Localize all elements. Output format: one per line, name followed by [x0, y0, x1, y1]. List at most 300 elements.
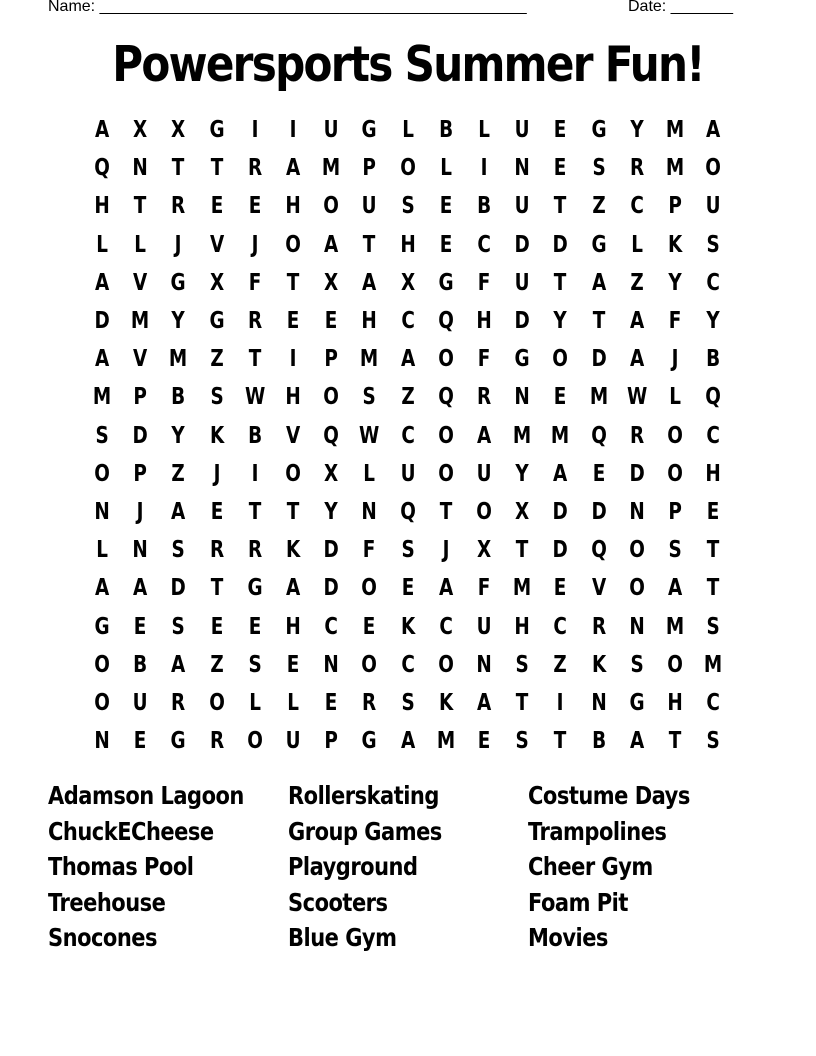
grid-letter: N [476, 651, 492, 678]
grid-letter: E [439, 231, 453, 258]
grid-letter: S [95, 422, 109, 449]
grid-letter: G [94, 613, 110, 640]
grid-letter: S [592, 155, 606, 182]
grid-letter: F [668, 308, 682, 334]
grid-letter: E [324, 690, 338, 716]
grid-letter: M [665, 613, 685, 640]
grid-letter: U [323, 117, 339, 143]
grid-letter: T [133, 193, 147, 220]
grid-letter: O [94, 460, 110, 487]
grid-letter: F [363, 537, 376, 564]
grid-row [83, 378, 733, 416]
grid-letter: R [247, 308, 262, 334]
grid-letter: A [667, 575, 683, 602]
grid-letter: O [552, 346, 569, 373]
grid-letter: I [251, 117, 259, 143]
grid-letter: L [134, 231, 147, 258]
grid-letter: O [629, 575, 645, 602]
grid-row [83, 417, 733, 455]
grid-letter: O [438, 651, 454, 678]
grid-letter: R [629, 155, 644, 182]
grid-letter: U [132, 690, 148, 716]
grid-letter: Q [438, 308, 454, 334]
grid-letter: E [554, 117, 567, 143]
grid-letter: T [172, 155, 185, 182]
grid-letter: A [94, 117, 110, 143]
grid-letter: U [400, 460, 416, 487]
grid-letter: W [359, 422, 380, 449]
grid-letter: S [706, 231, 720, 258]
grid-letter: J [213, 460, 221, 487]
grid-letter: N [629, 613, 645, 640]
grid-letter: M [589, 384, 608, 411]
grid-letter: P [362, 155, 377, 182]
grid-letter: U [362, 193, 377, 220]
date-label: Date: _______ [628, 0, 733, 15]
grid-letter: M [551, 422, 570, 449]
grid-letter: G [361, 117, 378, 143]
grid-letter: S [706, 728, 720, 755]
grid-letter: Z [592, 193, 606, 220]
grid-letter: Z [171, 460, 186, 487]
grid-letter: G [361, 728, 378, 755]
grid-letter: T [248, 499, 262, 525]
grid-letter: D [591, 499, 607, 525]
grid-letter: A [400, 346, 415, 373]
grid-letter: Y [171, 422, 186, 449]
word-list-item: Snocones [48, 923, 158, 953]
grid-letter: D [552, 537, 569, 564]
grid-letter: E [248, 193, 262, 220]
grid-letter: D [170, 575, 187, 602]
grid-letter: O [629, 537, 645, 564]
word-list-item: ChuckECheese [48, 816, 214, 846]
grid-letter: Z [401, 384, 415, 411]
grid-letter: A [591, 269, 606, 296]
grid-letter: C [324, 613, 339, 640]
grid-letter: O [323, 384, 340, 411]
grid-letter: U [705, 193, 721, 220]
grid-row [83, 493, 733, 531]
grid-row [83, 608, 733, 646]
grid-letter: V [591, 575, 606, 602]
grid-letter: B [591, 728, 606, 755]
grid-letter: A [285, 575, 301, 602]
grid-letter: Z [630, 269, 644, 296]
grid-letter: I [289, 346, 297, 373]
grid-letter: R [171, 690, 186, 716]
name-date-line [48, 0, 748, 20]
grid-letter: T [592, 308, 605, 334]
grid-letter: F [248, 269, 262, 296]
grid-letter: H [285, 193, 301, 220]
grid-letter: H [667, 690, 683, 716]
grid-letter: M [665, 117, 685, 143]
grid-letter: G [438, 269, 454, 296]
grid-letter: O [247, 728, 263, 755]
grid-letter: O [438, 460, 454, 487]
grid-letter: S [248, 651, 262, 678]
grid-row [83, 455, 733, 493]
grid-letter: C [439, 613, 453, 640]
grid-letter: H [94, 193, 110, 220]
grid-letter: Y [171, 308, 186, 334]
grid-letter: A [476, 690, 492, 716]
grid-letter: Y [706, 308, 720, 334]
grid-letter: T [515, 537, 529, 564]
grid-letter: N [514, 155, 530, 182]
grid-letter: D [552, 231, 569, 258]
word-search-grid [83, 111, 733, 761]
grid-letter: Q [323, 422, 340, 449]
grid-letter: L [287, 690, 299, 716]
grid-letter: B [438, 117, 453, 143]
grid-letter: G [247, 575, 263, 602]
grid-letter: R [247, 155, 262, 182]
grid-letter: A [400, 728, 415, 755]
grid-letter: A [324, 231, 339, 258]
grid-letter: H [361, 308, 378, 334]
grid-letter: F [477, 269, 491, 296]
grid-letter: H [285, 613, 301, 640]
grid-letter: L [96, 231, 108, 258]
grid-letter: J [175, 231, 182, 258]
grid-row [83, 302, 733, 340]
word-list-item: Movies [528, 923, 608, 953]
grid-letter: G [514, 346, 530, 373]
grid-letter: G [629, 690, 645, 716]
word-list-item: Group Games [288, 816, 442, 846]
grid-letter: D [591, 346, 607, 373]
grid-letter: S [630, 651, 644, 678]
grid-letter: N [361, 499, 378, 525]
grid-row [83, 264, 733, 302]
grid-letter: K [667, 231, 683, 258]
grid-letter: O [361, 575, 378, 602]
grid-letter: C [400, 422, 415, 449]
grid-letter: X [209, 269, 224, 296]
word-list-item: Scooters [288, 887, 388, 917]
grid-letter: B [171, 384, 186, 411]
grid-letter: A [476, 422, 492, 449]
grid-letter: O [667, 651, 683, 678]
grid-letter: R [209, 728, 224, 755]
grid-letter: J [671, 346, 679, 373]
grid-letter: K [285, 537, 301, 564]
grid-letter: A [629, 346, 645, 373]
grid-letter: O [476, 499, 492, 525]
grid-letter: E [477, 728, 491, 755]
grid-letter: E [133, 613, 147, 640]
grid-letter: E [133, 728, 147, 755]
grid-letter: A [706, 117, 721, 143]
grid-letter: G [591, 231, 607, 258]
grid-letter: S [362, 384, 377, 411]
grid-letter: C [400, 308, 415, 334]
grid-letter: A [629, 728, 645, 755]
grid-letter: X [324, 269, 339, 296]
grid-letter: D [552, 499, 569, 525]
grid-letter: S [401, 690, 415, 716]
grid-letter: U [285, 728, 301, 755]
word-list-item: Treehouse [48, 887, 166, 917]
grid-letter: C [553, 613, 568, 640]
grid-letter: U [514, 269, 530, 296]
grid-letter: Q [590, 422, 607, 449]
grid-letter: H [514, 613, 530, 640]
grid-letter: Y [668, 269, 682, 296]
grid-row [83, 340, 733, 378]
grid-letter: O [438, 422, 454, 449]
grid-letter: R [362, 690, 377, 716]
grid-row [83, 187, 733, 225]
grid-letter: A [133, 575, 148, 602]
grid-letter: V [285, 422, 301, 449]
grid-letter: I [289, 117, 297, 143]
word-list-item: Rollerskating [288, 781, 439, 810]
grid-letter: Y [553, 308, 568, 334]
grid-letter: V [133, 346, 148, 373]
grid-letter: N [514, 384, 530, 411]
grid-letter: T [363, 231, 376, 258]
grid-letter: E [286, 651, 300, 678]
grid-letter: E [554, 384, 567, 411]
grid-letter: P [324, 346, 339, 373]
grid-letter: O [323, 193, 340, 220]
grid-letter: P [133, 460, 148, 487]
grid-letter: E [592, 460, 605, 487]
grid-letter: X [171, 117, 186, 143]
grid-letter: A [171, 651, 186, 678]
grid-letter: Q [438, 384, 454, 411]
page-title: Powersports Summer Fun! [112, 36, 704, 93]
grid-letter: X [400, 269, 415, 296]
grid-letter: Q [94, 155, 110, 182]
grid-letter: A [171, 499, 186, 525]
grid-letter: U [514, 117, 530, 143]
grid-letter: K [400, 613, 415, 640]
word-list-item: Trampolines [528, 816, 667, 846]
grid-letter: O [667, 460, 683, 487]
grid-letter: A [553, 460, 568, 487]
grid-letter: R [591, 613, 606, 640]
grid-letter: K [438, 690, 454, 716]
grid-row [83, 646, 733, 684]
grid-letter: P [668, 193, 682, 220]
grid-letter: E [554, 155, 567, 182]
grid-letter: F [477, 346, 491, 373]
grid-letter: Q [590, 537, 607, 564]
word-list-item: Playground [288, 852, 418, 882]
grid-letter: V [133, 269, 148, 296]
grid-letter: H [285, 384, 301, 411]
grid-letter: L [440, 155, 452, 182]
grid-letter: H [399, 231, 416, 258]
grid-letter: O [705, 155, 722, 182]
grid-letter: N [94, 728, 110, 755]
grid-letter: E [401, 575, 414, 602]
grid-letter: A [285, 155, 301, 182]
grid-letter: S [515, 651, 529, 678]
grid-letter: D [514, 308, 530, 334]
grid-letter: H [476, 308, 492, 334]
grid-letter: X [133, 117, 148, 143]
grid-letter: B [133, 651, 148, 678]
grid-letter: P [324, 728, 339, 755]
word-list-item: Costume Days [528, 781, 690, 810]
grid-letter: D [514, 231, 530, 258]
grid-letter: S [171, 613, 186, 640]
grid-letter: G [209, 117, 225, 143]
grid-letter: P [668, 499, 682, 525]
grid-letter: T [210, 575, 223, 602]
grid-row [83, 722, 733, 760]
grid-letter: O [361, 651, 378, 678]
grid-letter: O [208, 690, 225, 716]
grid-letter: P [133, 384, 148, 411]
grid-letter: S [401, 537, 415, 564]
word-list-column-1 [48, 778, 288, 956]
grid-letter: M [92, 384, 112, 411]
grid-letter: Y [630, 117, 644, 143]
grid-letter: J [442, 537, 450, 564]
grid-letter: L [669, 384, 681, 411]
grid-row [83, 684, 733, 722]
grid-letter: M [513, 575, 532, 602]
grid-letter: I [557, 690, 564, 716]
grid-letter: M [436, 728, 456, 755]
grid-letter: T [668, 728, 682, 755]
grid-letter: G [209, 308, 225, 334]
grid-letter: T [554, 193, 567, 220]
grid-letter: Y [515, 460, 529, 487]
grid-letter: Q [399, 499, 416, 525]
grid-letter: N [629, 499, 645, 525]
grid-letter: L [96, 537, 108, 564]
grid-letter: R [477, 384, 492, 411]
grid-letter: I [251, 460, 259, 487]
grid-letter: M [513, 422, 532, 449]
grid-letter: T [286, 269, 300, 296]
grid-letter: S [171, 537, 186, 564]
grid-letter: C [400, 651, 415, 678]
grid-letter: X [324, 460, 339, 487]
grid-letter: S [515, 728, 529, 755]
grid-letter: L [631, 231, 643, 258]
grid-letter: E [210, 499, 223, 525]
grid-letter: E [706, 499, 720, 525]
word-list-column-3 [528, 778, 768, 956]
grid-letter: B [477, 193, 492, 220]
name-label: Name: ________________________________________________ [48, 0, 527, 15]
grid-row [83, 531, 733, 569]
grid-letter: D [132, 422, 148, 449]
grid-letter: T [439, 499, 453, 525]
grid-letter: L [401, 117, 414, 143]
grid-letter: G [591, 117, 607, 143]
grid-letter: R [629, 422, 644, 449]
grid-letter: E [248, 613, 262, 640]
grid-letter: C [706, 269, 721, 296]
grid-letter: A [362, 269, 377, 296]
grid-letter: B [247, 422, 262, 449]
grid-letter: M [704, 651, 723, 678]
grid-letter: E [439, 193, 453, 220]
grid-letter: A [629, 308, 645, 334]
grid-letter: C [706, 422, 721, 449]
grid-letter: W [244, 384, 266, 411]
grid-letter: E [363, 613, 376, 640]
grid-letter: N [132, 537, 148, 564]
grid-letter: Q [705, 384, 722, 411]
grid-letter: M [169, 346, 188, 373]
grid-letter: S [706, 613, 720, 640]
grid-letter: O [94, 651, 110, 678]
grid-letter: N [590, 690, 607, 716]
grid-letter: T [554, 728, 567, 755]
grid-letter: A [94, 575, 110, 602]
grid-letter: J [251, 231, 259, 258]
word-list-item: Foam Pit [528, 887, 628, 917]
grid-letter: D [629, 460, 645, 487]
word-list-item: Blue Gym [288, 923, 397, 953]
word-list-column-2 [288, 778, 528, 956]
grid-letter: V [209, 231, 224, 258]
grid-letter: Y [324, 499, 338, 525]
grid-letter: U [476, 613, 492, 640]
grid-letter: M [322, 155, 341, 182]
grid-letter: E [324, 308, 338, 334]
grid-letter: Z [553, 651, 568, 678]
grid-row [83, 111, 733, 149]
grid-letter: R [247, 537, 262, 564]
grid-letter: D [323, 537, 339, 564]
grid-letter: L [478, 117, 490, 143]
grid-letter: T [706, 537, 720, 564]
grid-letter: B [706, 346, 721, 373]
grid-letter: J [136, 499, 144, 525]
grid-letter: K [209, 422, 224, 449]
grid-letter: M [360, 346, 379, 373]
grid-letter: M [131, 308, 150, 334]
grid-letter: S [210, 384, 224, 411]
grid-letter: U [514, 193, 530, 220]
grid-row [83, 149, 733, 187]
grid-letter: X [476, 537, 492, 564]
grid-letter: A [94, 346, 110, 373]
grid-letter: L [249, 690, 261, 716]
grid-letter: U [476, 460, 492, 487]
grid-letter: R [171, 193, 186, 220]
grid-letter: H [705, 460, 721, 487]
grid-row [83, 569, 733, 607]
grid-letter: T [286, 499, 300, 525]
grid-letter: D [94, 308, 110, 334]
grid-letter: O [438, 346, 454, 373]
grid-letter: E [554, 575, 567, 602]
grid-letter: Z [210, 651, 224, 678]
word-list-item: Cheer Gym [528, 852, 653, 882]
grid-letter: X [515, 499, 530, 525]
grid-letter: G [170, 728, 187, 755]
grid-row [83, 226, 733, 264]
grid-letter: O [94, 690, 110, 716]
grid-letter: T [248, 346, 262, 373]
grid-letter: A [94, 269, 110, 296]
grid-letter: E [210, 613, 223, 640]
grid-letter: N [323, 651, 339, 678]
grid-letter: E [210, 193, 223, 220]
